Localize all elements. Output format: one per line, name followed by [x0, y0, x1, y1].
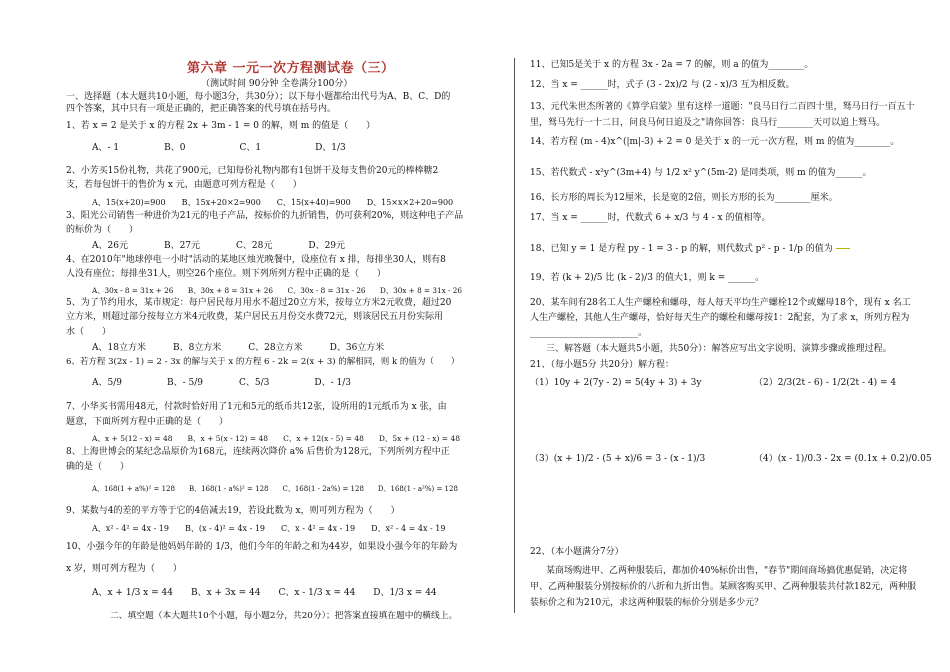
section-2-intro: 二、填空题（本大题共10个小题，每小题2分，共20分）；把答案直接填在题中的横线上。	[110, 611, 458, 621]
left-column	[0, 0, 470, 672]
q2-stem-cont: 支，若每包饼干的售价为 x 元，由题意可列方程是（ ）	[66, 180, 302, 190]
q5-stem: 5、为了节约用水，某市规定：每户居民每月用水不超过20立方米，按每立方米2元收费，超过20	[66, 298, 452, 308]
q21-part-2: （2）2/3(2t - 6) - 1/2(2t - 4) = 4	[754, 378, 897, 388]
q22-header: 22、（本小题满分7分）	[530, 547, 624, 557]
q8-stem: 8、上海世博会的某纪念品原价为168元，连续两次降价 a% 后售价为128元，下列所列方程中正	[66, 447, 450, 457]
q6-options: A、5/9 B、- 5/9 C、5/3 D、- 1/3	[92, 378, 351, 388]
q1-stem: 1、若 x = 2 是关于 x 的方程 2x + 3m - 1 = 0 的解，则 m 的值是（ ）	[66, 121, 376, 131]
q7-options: A、x + 5(12 - x) = 48 B、x + 5(x - 12) = 48 C、x + 12(x - 5) = 48 D、5x + (12 - x) = 48	[92, 434, 460, 443]
q16: 16、长方形的周长为12厘米，长是宽的2倍，则长方形的长为________厘米。	[530, 193, 838, 203]
q22-body-1: 某商场购进甲、乙两种服装后，都加价40%标价出售，"春节"期间商场搞优惠促销，决定将	[546, 566, 908, 576]
q8-options: A、168(1 + a%)² = 128 B、168(1 - a%)² = 128 C、168(1 - 2a%) = 128 D、168(1 - a²%) = 128	[92, 485, 458, 493]
q10-stem-cont: x 岁，则可列方程为（ ）	[66, 564, 182, 574]
q21-header: 21、（每小题5分 共20分）解方程：	[530, 360, 674, 370]
q18	[530, 244, 850, 255]
q9-options: A、x² - 4² = 4x - 19 B、(x - 4)² = 4x - 19 C、x - 4² = 4x - 19 D、x² - 4 = 4x - 19	[92, 524, 446, 533]
q22-body-2: 甲、乙两种服装分别按标价的八折和九折出售。某顾客购买甲、乙两种服装共付款182元，两种服	[530, 582, 917, 592]
q7-stem-cont: 题意，下面所列方程中正确的是（ ）	[66, 417, 229, 427]
q5-stem-cont: 立方米，则超过部分按每立方米4元收费，某户居民五月份交水费72元，则该居民五月份实际用	[66, 312, 444, 322]
q8-stem-cont: 确的是（ ）	[66, 462, 130, 472]
q18-highlight-mark	[836, 248, 850, 249]
q9-stem: 9、某数与4的差的平方等于它的4倍减去19，若设此数为 x，则可列方程为（ ）	[66, 506, 400, 516]
q17: 17、当 x = ______时，代数式 6 + x/3 与 4 - x 的值相等。	[530, 213, 771, 223]
q20: 20、某车间有28名工人生产螺栓和螺母，每人每天平均生产螺栓12个或螺母18个，现有 x 名工	[530, 298, 911, 308]
q21-part-4: （4）(x - 1)/0.3 - 2x = (0.1x + 0.2)/0.05	[754, 454, 932, 464]
q12: 12、当 x = ______时，式子 (3 - 2x)/2 与 (2 - x)/3 互为相反数。	[530, 80, 795, 90]
q21-part-1: （1）10y + 2(7y - 2) = 5(4y + 3) + 3y	[530, 378, 702, 388]
q4-options: A、30x - 8 = 31x + 26 B、30x + 8 = 31x + 26 C、30x - 8 = 31x - 26 D、30x + 8 = 31x - 26	[92, 286, 462, 295]
q11: 11、已知5是关于 x 的方程 3x - 2a = 7 的解，则 a 的值为________。	[530, 60, 814, 70]
q2-stem: 2、小芳买15份礼物，共花了900元，已知每份礼物内都有1包饼干及每支售价20元的棒棒糖2	[66, 166, 439, 176]
section-3-intro: 三、解答题（本大题共5小题，共50分）：解答应写出文字说明、演算步骤或推理过程。	[546, 344, 892, 354]
q1-options: A、- 1 B、0 C、1 D、1/3	[92, 143, 346, 153]
page-subtitle: （测试时间 90分钟 全卷满分100分）	[201, 79, 353, 89]
q10-options: A、x + 1/3 x = 44 B、x + 3x = 44 C、x - 1/3 x = 44 D、1/3 x = 44	[92, 588, 437, 598]
q13-cont: 里，驽马先行一十二日，问良马何日追及之"请你回答：良马行________天可以追上驽马。	[530, 118, 886, 128]
q20-cont2: ________________________。	[530, 328, 648, 338]
q6-stem: 6、若方程 3(2x - 1) = 2 - 3x 的解与关于 x 的方程 6 - 2k = 2(x + 3) 的解相同，则 k 的值为（ ）	[66, 357, 460, 367]
right-column	[476, 0, 950, 672]
q19: 19、若 (k + 2)/5 比 (k - 2)/3 的值大1，则 k = ______。	[530, 273, 765, 283]
q3-stem-cont: 的标价为（ ）	[66, 225, 139, 235]
q20-cont: 人生产螺栓，其他人生产螺母，恰好每天生产的螺栓和螺母按1：2配套，为了求 x，所列方程为	[530, 313, 910, 323]
q14: 14、若方程 (m - 4)x^(|m|-3) + 2 = 0 是关于 x 的一元一次方程，则 m 的值为________。	[530, 137, 900, 147]
q4-stem-cont: 人没有座位；每排坐31人，则空26个座位。则下列所列方程中正确的是（ ）	[66, 269, 386, 279]
q2-options: A、15(x+20)=900 B、15x+20×2=900 C、15(x+40)=900 D、15×x×2+20=900	[92, 198, 454, 207]
q10-stem: 10、小强今年的年龄是他妈妈年龄的 1/3，他们今年的年龄之和为44岁，如果设小强今年的年龄为	[66, 542, 458, 552]
q4-stem: 4、在2010年"地球停电一小时"活动的某地区烛光晚餐中，设座位有 x 排，每排坐30人，则有8	[66, 255, 446, 265]
q3-options: A、26元 B、27元 C、28元 D、29元	[92, 241, 346, 251]
q7-stem: 7、小华买书需用48元，付款时恰好用了1元和5元的纸币共12张，设所用的1元纸币为 x 张，由	[66, 402, 447, 412]
q15: 15、若代数式 - x²y^(3m+4) 与 1/2 x² y^(5m-2) 是同类项，则 m 的值为______。	[530, 168, 872, 178]
q22-body-3: 装标价之和为210元，求这两种服装的标价分别是多少元？	[530, 598, 764, 608]
q13: 13、元代朱世杰所著的《算学启蒙》里有这样一道题："良马日行二百四十里，驽马日行一百五十	[530, 102, 915, 112]
q21-part-3: （3）(x + 1)/2 - (5 + x)/6 = 3 - (x - 1)/3	[530, 454, 706, 464]
section-1-intro-cont: 四个答案，其中只有一项是正确的，把正确答案的代号填在括号内。	[66, 104, 337, 114]
q3-stem: 3、阳光公司销售一种进价为21元的电子产品，按标价的九折销售，仍可获利20%，则这种电子产品	[66, 211, 464, 221]
section-1-intro: 一、选择题（本大题共10小题，每小题3分，共30分）；以下每小题都给出代号为A、B、C、D的	[66, 92, 451, 102]
q5-stem-cont2: 水（ ）	[66, 327, 112, 337]
q5-options: A、18立方米 B、8立方米 C、28立方米 D、36立方米	[92, 343, 385, 353]
q18-text: 18、已知 y = 1 是方程 py - 1 = 3 - p 的解，则代数式 p² - p - 1/p 的值为	[530, 244, 833, 254]
page-title: 第六章 一元一次方程测试卷（三）	[187, 61, 395, 76]
